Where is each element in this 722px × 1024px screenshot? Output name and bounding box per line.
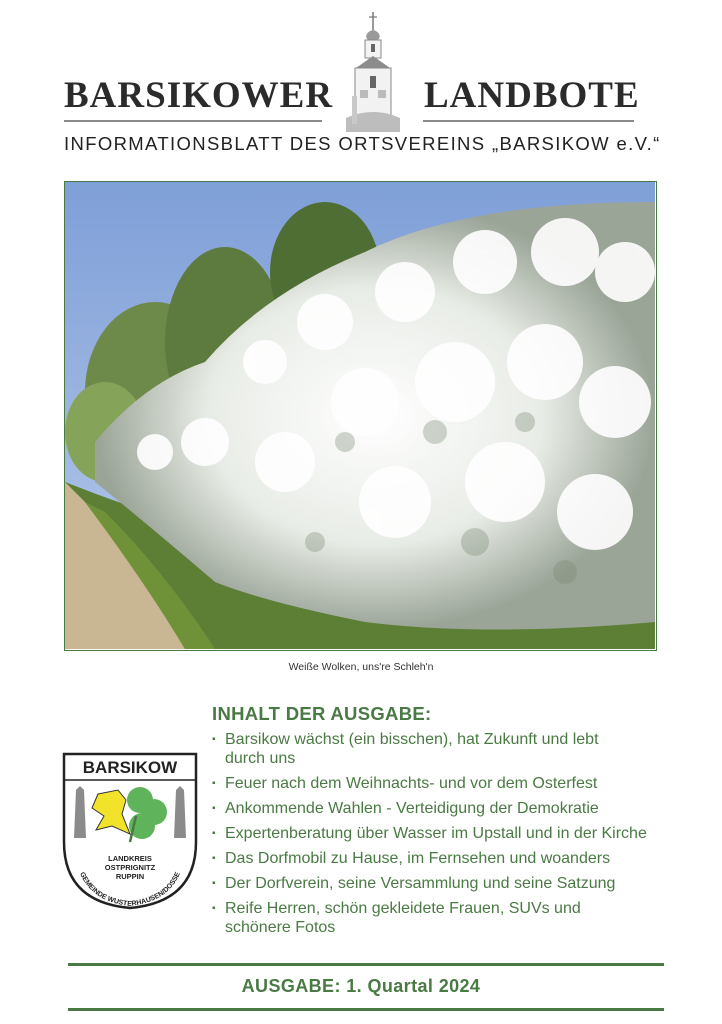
cover-photo: [64, 181, 657, 651]
masthead-title-left: BARSIKOWER: [64, 75, 334, 116]
contents-item: ▪ Reife Herren, schön gekleidete Frauen, SUVs und schönere Fotos: [212, 899, 625, 937]
church-tower-icon: [342, 10, 404, 132]
masthead-rule-left: [64, 120, 322, 122]
crest-line-2: OSTPRIGNITZ: [104, 863, 156, 872]
crest-line-1: LANDKREIS: [108, 854, 152, 863]
footer-rule-top: [68, 963, 664, 966]
contents-title: INHALT DER AUSGABE:: [212, 703, 432, 724]
crest-title: BARSIKOW: [82, 758, 178, 777]
contents-item: ▪ Ankommende Wahlen - Verteidigung der Demokratie: [212, 799, 692, 818]
contents-item: ▪ Feuer nach dem Weihnachts- und vor dem Osterfest: [212, 774, 692, 793]
contents-item: ▪ Das Dorfmobil zu Hause, im Fernsehen und woanders: [212, 849, 692, 868]
masthead-rule-right: [423, 120, 634, 122]
barsikow-coat-of-arms: [60, 750, 200, 910]
contents-list: [212, 730, 692, 943]
crest-arc-text: GEMEINDE WUSTERHAUSEN/DOSSE: [78, 871, 182, 909]
contents-item: ▪ Der Dorfverein, seine Versammlung und seine Satzung: [212, 874, 692, 893]
blossoming-hedge-illustration: [65, 182, 655, 649]
masthead-subtitle: INFORMATIONSBLATT DES ORTSVEREINS „BARSIKOW e.V.“: [64, 133, 661, 154]
masthead-title-right: LANDBOTE: [424, 75, 640, 116]
photo-caption: Weiße Wolken, uns're Schleh'n: [288, 661, 434, 673]
issue-label: AUSGABE: 1. Quartal 2024: [241, 976, 481, 996]
contents-item: ▪ Barsikow wächst (ein bisschen), hat Zukunft und lebt durch uns: [212, 730, 605, 768]
footer-rule-bottom: [68, 1008, 664, 1011]
contents-item: ▪ Expertenberatung über Wasser im Upstall und in der Kirche: [212, 824, 692, 843]
crest-line-3: RUPPIN: [115, 872, 145, 881]
